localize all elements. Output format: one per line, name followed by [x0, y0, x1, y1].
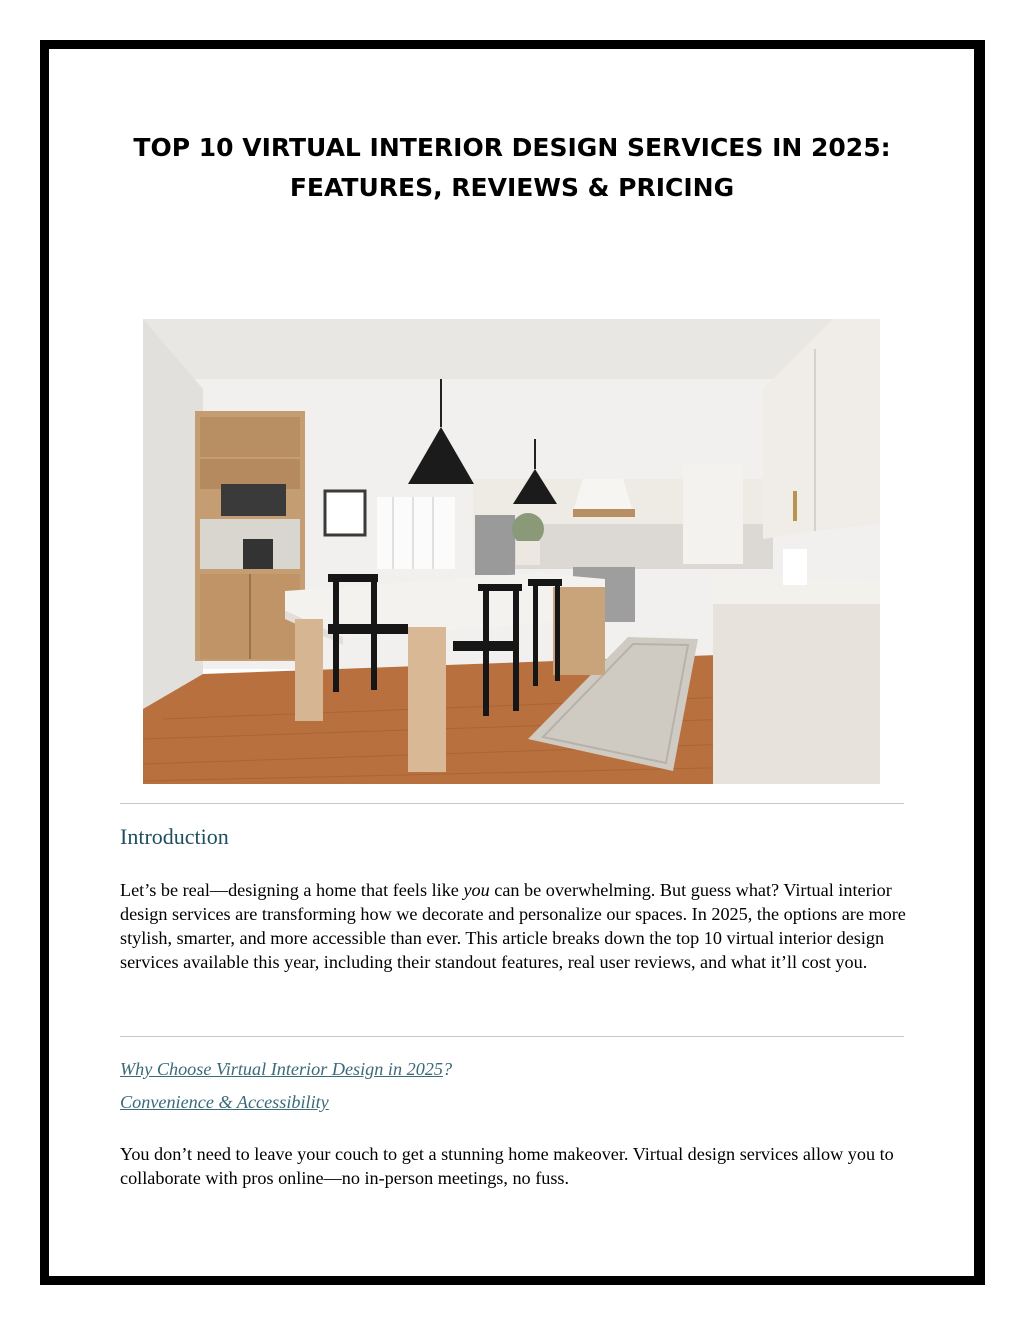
convenience-link[interactable] — [120, 1092, 329, 1113]
why-choose-link[interactable] — [120, 1059, 452, 1080]
why-choose-link-text[interactable]: Why Choose Virtual Interior Design in 2025 — [120, 1059, 443, 1079]
convenience-link-text[interactable]: Convenience & Accessibility — [120, 1092, 329, 1112]
introduction-paragraph — [120, 878, 910, 974]
divider-top — [120, 803, 904, 804]
intro-emphasis: you — [463, 880, 490, 900]
intro-text-2: can be overwhelming. But guess what? Virtual interior design services are transforming how we decorate and personalize our spaces. In 2025, the options are more stylish, smarter, and more accessible than ever. This article breaks down the top 10 virtual interior design services available this year, including their standout features, real user reviews, and what it’ll cost you. — [120, 880, 906, 972]
intro-text-1: Let’s be real—designing a home that feels like — [120, 880, 464, 900]
introduction-heading: Introduction — [120, 824, 229, 849]
document-title — [80, 128, 944, 208]
title-line-1: TOP 10 VIRTUAL INTERIOR DESIGN SERVICES IN 2025: — [133, 133, 891, 162]
hero-kitchen-image — [143, 319, 880, 784]
divider-bottom — [120, 1036, 904, 1037]
convenience-paragraph: You don’t need to leave your couch to get a stunning home makeover. Virtual design services allow you to collaborate with pros online—no in-person meetings, no fuss. — [120, 1144, 894, 1188]
why-choose-link-suffix: ? — [442, 1059, 453, 1079]
title-line-2: FEATURES, REVIEWS & PRICING — [289, 173, 735, 202]
